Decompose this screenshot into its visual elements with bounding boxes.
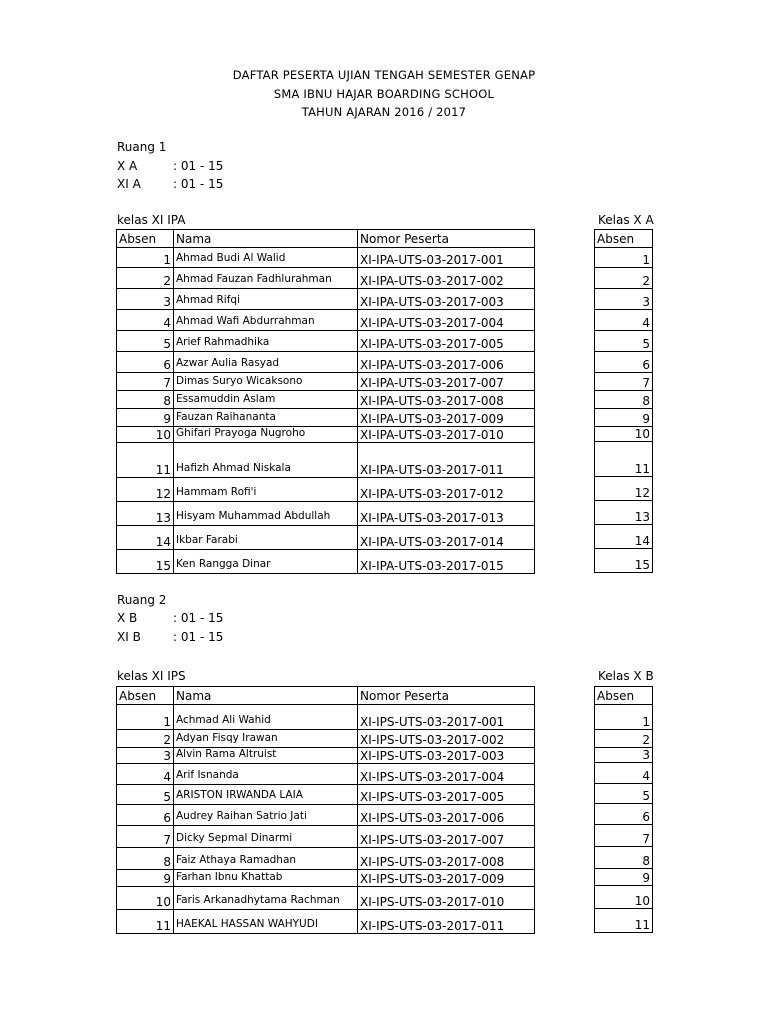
name-cell: Achmad Ali Wahid [174,705,358,730]
table-row [117,248,535,268]
column-header-nomor-peserta: Nomor Peserta [358,230,535,248]
table-row [117,848,535,870]
name-cell: Ahmad Budi Al Walid [174,248,358,268]
participant-number-cell: XI-IPS-UTS-03-2017-009 [358,870,535,887]
absen-cell: 4 [117,310,174,331]
table-row [117,373,535,391]
participant-number-cell: XI-IPA-UTS-03-2017-010 [358,427,535,443]
room-2-class-2-label: XI B [117,630,141,644]
doc-title-line-3: TAHUN AJARAN 2016 / 2017 [301,105,467,119]
table-row [595,748,653,763]
absen-cell: 15 [595,549,653,573]
table-row [117,331,535,352]
room-1-title: Ruang 1 [117,140,167,154]
participant-number-cell: XI-IPA-UTS-03-2017-011 [358,443,535,478]
absen-cell: 9 [117,870,174,887]
table-row [117,910,535,934]
room-2-class-2-range: : 01 - 15 [173,630,224,644]
room-1-side-table [594,229,653,573]
table-row [595,373,653,391]
participant-number-cell: XI-IPA-UTS-03-2017-001 [358,248,535,268]
absen-cell: 12 [117,478,174,502]
room-2-side-caption: Kelas X B [598,669,654,683]
table-row [117,478,535,502]
absen-cell: 6 [117,805,174,826]
room-1-class-1-range: : 01 - 15 [173,159,224,173]
room-2-class-1-range: : 01 - 15 [173,611,224,625]
table-row [117,502,535,526]
name-cell: Fauzan Raihananta [174,409,358,427]
name-cell: Essamuddin Aslam [174,391,358,409]
table-row [117,526,535,550]
participant-number-cell: XI-IPS-UTS-03-2017-011 [358,910,535,934]
table-row [595,847,653,869]
room-1-participant-table [116,229,535,574]
column-header-absen: Absen [117,687,174,705]
room-1-side-body [595,248,653,573]
absen-cell: 12 [595,477,653,501]
table-row [595,289,653,310]
table-row [117,427,535,443]
table-row [595,825,653,847]
participant-number-cell: XI-IPS-UTS-03-2017-001 [358,705,535,730]
absen-cell: 4 [595,310,653,331]
absen-cell: 9 [595,869,653,886]
participant-number-cell: XI-IPA-UTS-03-2017-006 [358,352,535,373]
absen-cell: 8 [117,391,174,409]
absen-cell: 10 [595,886,653,909]
name-cell: HAEKAL HASSAN WAHYUDI [174,910,358,934]
table-row [117,550,535,574]
absen-cell: 10 [117,887,174,910]
absen-cell: 2 [117,730,174,748]
absen-cell: 9 [595,409,653,427]
absen-cell: 8 [595,847,653,869]
table-row [117,826,535,848]
absen-cell: 10 [595,427,653,442]
name-cell: Farhan Ibnu Khattab [174,870,358,887]
name-cell: ARISTON IRWANDA LAIA [174,785,358,805]
table-row [595,248,653,268]
table-row [117,268,535,289]
table-row [595,763,653,784]
table-row [117,764,535,785]
doc-title-line-1: DAFTAR PESERTA UJIAN TENGAH SEMESTER GENAP [232,68,536,82]
room-1-side-caption: Kelas X A [598,213,654,227]
table-row [117,887,535,910]
participant-number-cell: XI-IPA-UTS-03-2017-014 [358,526,535,550]
column-header-nama: Nama [174,687,358,705]
name-cell: Arief Rahmadhika [174,331,358,352]
table-row [595,477,653,501]
room-2-class-1-label: X B [117,611,138,625]
table-row [595,784,653,804]
absen-cell: 14 [117,526,174,550]
absen-cell: 7 [117,826,174,848]
absen-cell: 5 [117,785,174,805]
participant-number-cell: XI-IPA-UTS-03-2017-012 [358,478,535,502]
absen-cell: 3 [595,748,653,763]
table-row [595,525,653,549]
room-1-class-1-label: X A [117,159,138,173]
table-row [117,805,535,826]
table-row [595,310,653,331]
absen-cell: 13 [595,501,653,525]
name-cell: Hammam Rofi'i [174,478,358,502]
doc-title-line-2: SMA IBNU HAJAR BOARDING SCHOOL [273,87,495,101]
absen-cell: 6 [117,352,174,373]
table-header-row [595,230,653,248]
table-row [117,785,535,805]
table-row [595,886,653,909]
table-row [595,391,653,409]
absen-cell: 1 [595,248,653,268]
table-row [117,352,535,373]
absen-cell: 10 [117,427,174,443]
name-cell: Hisyam Muhammad Abdullah [174,502,358,526]
name-cell: Dicky Sepmal Dinarmi [174,826,358,848]
table-row [595,705,653,730]
participant-number-cell: XI-IPA-UTS-03-2017-007 [358,373,535,391]
table-row [595,804,653,825]
absen-cell: 5 [595,784,653,804]
room-1-class-2-label: XI A [117,177,141,191]
absen-cell: 6 [595,352,653,373]
name-cell: Alvin Rama Altruist [174,748,358,764]
table-header-row [595,687,653,705]
participant-number-cell: XI-IPA-UTS-03-2017-015 [358,550,535,574]
room-2-title: Ruang 2 [117,593,167,607]
room-2-side-body [595,705,653,933]
absen-cell: 1 [117,248,174,268]
column-header-absen: Absen [117,230,174,248]
absen-cell: 4 [595,763,653,784]
table-row [595,352,653,373]
absen-cell: 14 [595,525,653,549]
absen-cell: 9 [117,409,174,427]
participant-number-cell: XI-IPA-UTS-03-2017-005 [358,331,535,352]
participant-number-cell: XI-IPA-UTS-03-2017-004 [358,310,535,331]
absen-cell: 3 [117,748,174,764]
participant-number-cell: XI-IPA-UTS-03-2017-009 [358,409,535,427]
absen-cell: 1 [595,705,653,730]
absen-cell: 4 [117,764,174,785]
absen-cell: 7 [117,373,174,391]
table-row [595,268,653,289]
table-row [595,730,653,748]
absen-cell: 7 [595,825,653,847]
table-row [117,870,535,887]
absen-cell: 13 [117,502,174,526]
absen-cell: 2 [595,730,653,748]
room-2-participant-table [116,686,535,934]
name-cell: Faiz Athaya Ramadhan [174,848,358,870]
absen-cell: 2 [117,268,174,289]
participant-number-cell: XI-IPS-UTS-03-2017-008 [358,848,535,870]
table-row [117,310,535,331]
absen-cell: 8 [595,391,653,409]
name-cell: Ikbar Farabi [174,526,358,550]
participant-number-cell: XI-IPS-UTS-03-2017-003 [358,748,535,764]
participant-number-cell: XI-IPS-UTS-03-2017-004 [358,764,535,785]
absen-cell: 11 [595,442,653,477]
absen-cell: 8 [117,848,174,870]
name-cell: Dimas Suryo Wicaksono [174,373,358,391]
table-header-row [117,230,535,248]
participant-number-cell: XI-IPS-UTS-03-2017-002 [358,730,535,748]
name-cell: Ahmad Wafi Abdurrahman [174,310,358,331]
name-cell: Ghifari Prayoga Nugroho [174,427,358,443]
participant-number-cell: XI-IPA-UTS-03-2017-008 [358,391,535,409]
absen-cell: 1 [117,705,174,730]
name-cell: Faris Arkanadhytama Rachman [174,887,358,910]
absen-cell: 5 [117,331,174,352]
participant-number-cell: XI-IPS-UTS-03-2017-005 [358,785,535,805]
table-row [117,409,535,427]
room-1-main-caption: kelas XI IPA [117,213,186,227]
name-cell: Ahmad Rifqi [174,289,358,310]
table-row [595,909,653,933]
table-row [117,705,535,730]
table-row [595,331,653,352]
absen-cell: 11 [595,909,653,933]
name-cell: Audrey Raihan Satrio Jati [174,805,358,826]
table-row [117,748,535,764]
table-row [117,391,535,409]
participant-number-cell: XI-IPA-UTS-03-2017-013 [358,502,535,526]
absen-cell: 2 [595,268,653,289]
table-header-row [117,687,535,705]
table-row [595,409,653,427]
table-row [117,289,535,310]
name-cell: Ahmad Fauzan Fadhlurahman [174,268,358,289]
participant-number-cell: XI-IPA-UTS-03-2017-002 [358,268,535,289]
table-row [595,501,653,525]
name-cell: Ken Rangga Dinar [174,550,358,574]
name-cell: Hafizh Ahmad Niskala [174,443,358,478]
absen-cell: 5 [595,331,653,352]
room-1-class-2-range: : 01 - 15 [173,177,224,191]
participant-number-cell: XI-IPA-UTS-03-2017-003 [358,289,535,310]
absen-cell: 3 [595,289,653,310]
table-row [595,549,653,573]
room-2-main-caption: kelas XI IPS [117,669,186,683]
room-2-side-table [594,686,653,933]
column-header-absen: Absen [595,230,653,248]
absen-cell: 3 [117,289,174,310]
participant-number-cell: XI-IPS-UTS-03-2017-010 [358,887,535,910]
participant-number-cell: XI-IPS-UTS-03-2017-006 [358,805,535,826]
absen-cell: 15 [117,550,174,574]
table-row [595,869,653,886]
name-cell: Azwar Aulia Rasyad [174,352,358,373]
table-row [595,442,653,477]
name-cell: Adyan Fisqy Irawan [174,730,358,748]
absen-cell: 11 [117,443,174,478]
room-1-table-body [117,248,535,574]
absen-cell: 7 [595,373,653,391]
column-header-nama: Nama [174,230,358,248]
participant-number-cell: XI-IPS-UTS-03-2017-007 [358,826,535,848]
table-row [117,730,535,748]
absen-cell: 6 [595,804,653,825]
table-row [595,427,653,442]
absen-cell: 11 [117,910,174,934]
column-header-nomor-peserta: Nomor Peserta [358,687,535,705]
room-2-table-body [117,705,535,934]
column-header-absen: Absen [595,687,653,705]
name-cell: Arif Isnanda [174,764,358,785]
table-row [117,443,535,478]
